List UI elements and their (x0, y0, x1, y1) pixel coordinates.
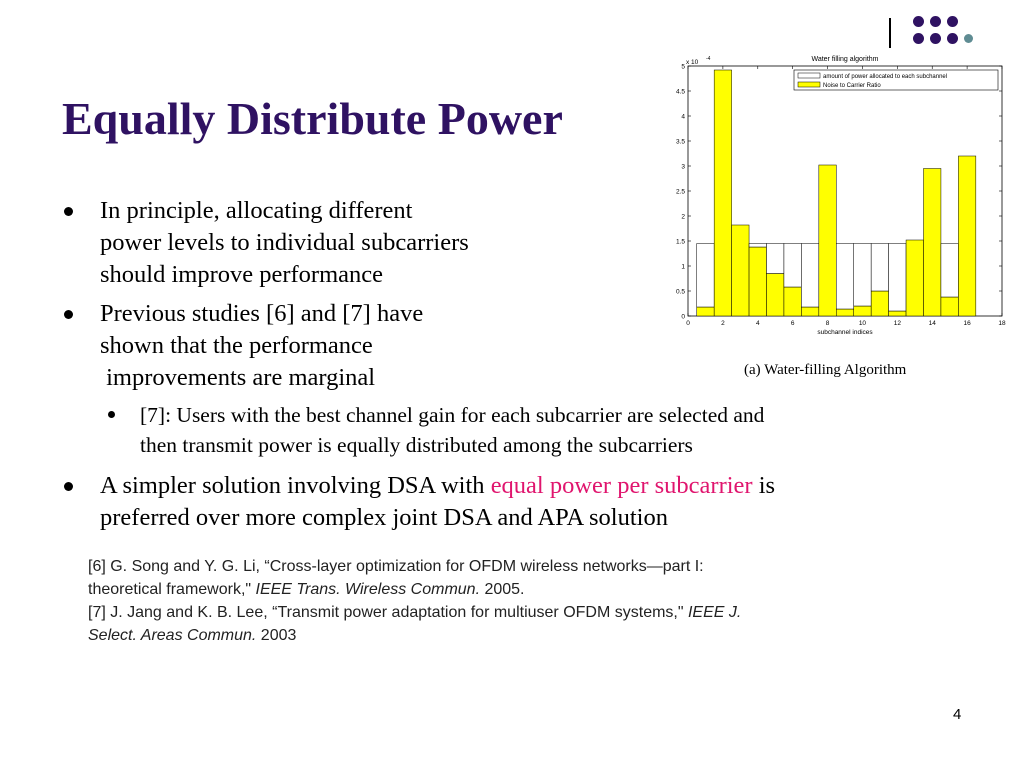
reference-text: theoretical framework," (88, 581, 256, 598)
ncr-bar (697, 307, 714, 316)
y-exponent-power: -4 (706, 56, 711, 62)
ncr-bar (801, 307, 818, 316)
ncr-bar (767, 274, 784, 317)
x-tick-label: 16 (963, 320, 971, 327)
decor-dot (913, 16, 924, 27)
bullet-text-line: shown that the performance (100, 332, 373, 359)
power-bar (871, 244, 888, 292)
ncr-bar (871, 291, 888, 316)
x-tick-label: 12 (893, 320, 901, 327)
sub-bullet (140, 400, 764, 460)
y-tick-label: 4 (681, 113, 685, 121)
y-tick-label: 5 (681, 63, 685, 71)
reference-7-line (88, 601, 741, 624)
power-bar (801, 244, 818, 308)
decor-dot (930, 33, 941, 44)
legend-label-power: amount of power allocated to each subchannel (823, 74, 948, 80)
x-tick-label: 18 (998, 320, 1006, 327)
power-bar (941, 244, 958, 298)
reference-year: 2005. (480, 581, 525, 598)
reference-7-line (88, 624, 741, 647)
bullet3-text-after: is (752, 472, 776, 499)
reference-6-line: [6] G. Song and Y. G. Li, “Cross-layer optimization for OFDM wireless networks—part I: (88, 558, 704, 575)
y-tick-label: 3 (681, 163, 685, 171)
water-filling-chart (660, 50, 1010, 355)
bullet-text-line: Previous studies [6] and [7] have (100, 300, 424, 327)
x-tick-label: 4 (755, 320, 760, 327)
ncr-bar (714, 70, 731, 316)
reference-text: [7] J. Jang and K. B. Lee, “Transmit power adaptation for multiuser OFDM systems," (88, 604, 688, 621)
reference-journal: IEEE J. (687, 604, 742, 621)
page-number: 4 (953, 706, 962, 723)
decor-dot (947, 16, 958, 27)
slide-title: Equally Distribute Power (62, 93, 563, 144)
reference-journal: IEEE Trans. Wireless Commun. (255, 581, 481, 598)
y-tick-label: 0.5 (675, 288, 685, 296)
figure-caption: (a) Water-filling Algorithm (744, 362, 907, 378)
power-bar (767, 244, 784, 274)
y-tick-label: 1.5 (675, 238, 685, 246)
x-tick-label: 2 (721, 320, 725, 327)
power-bar (889, 244, 906, 312)
reference-year: 2003 (256, 627, 297, 644)
power-bar (749, 244, 766, 248)
x-tick-label: 6 (790, 320, 795, 327)
bullet-dot-icon (64, 207, 73, 216)
power-bar (854, 244, 871, 307)
decor-dot (913, 33, 924, 44)
x-tick-label: 14 (928, 320, 936, 327)
ncr-bar (889, 311, 906, 316)
legend-swatch-ncr (798, 82, 820, 87)
bullet-text-line: preferred over more complex joint DSA and APA solution (100, 504, 668, 531)
decor-dot (964, 34, 973, 43)
bullet-text-line: improvements are marginal (100, 364, 376, 391)
bullet-dot-icon (64, 310, 73, 319)
decor-dot (930, 16, 941, 27)
bullet-dot-icon (64, 482, 73, 491)
bullet-text-line: power levels to individual subcarriers (100, 229, 469, 256)
header-divider (889, 18, 891, 48)
y-tick-label: 4.5 (675, 88, 685, 96)
y-tick-label: 0 (681, 313, 685, 321)
bullet-1 (100, 195, 469, 291)
y-tick-label: 1 (681, 263, 685, 271)
ncr-bar (906, 240, 923, 316)
bullet-3 (100, 470, 775, 534)
sub-bullet-dot-icon (108, 411, 115, 418)
bullet-2 (100, 298, 423, 394)
ncr-bar (854, 306, 871, 316)
bullet3-text-before: A simpler solution involving DSA with (100, 472, 491, 499)
y-exponent-label: x 10 (686, 59, 699, 66)
bullet-text-line: should improve performance (100, 261, 384, 288)
y-tick-label: 2.5 (675, 188, 685, 196)
x-tick-label: 10 (858, 320, 867, 327)
highlight-text: equal power per subcarrier (490, 472, 753, 499)
x-tick-label: 0 (686, 320, 690, 327)
y-tick-label: 3.5 (675, 138, 685, 146)
bullet-text-line: In principle, allocating different (100, 197, 413, 224)
sub-bullet-text-line: [7]: Users with the best channel gain for each subcarrier are selected and (140, 403, 765, 427)
reference-6-line (88, 578, 741, 601)
power-bar (836, 244, 853, 310)
sub-bullet-text-line: then transmit power is equally distributed among the subcarriers (140, 433, 693, 457)
decor-dot (947, 33, 958, 44)
ncr-bar (784, 287, 801, 316)
x-axis-label: subchannel indices (817, 329, 873, 336)
power-bar (784, 244, 801, 288)
ncr-bar (749, 247, 766, 316)
reference-journal: Select. Areas Commun. (88, 627, 257, 644)
x-tick-label: 8 (825, 320, 830, 327)
power-bar (697, 244, 714, 308)
legend-swatch-power (798, 73, 820, 78)
y-tick-label: 2 (681, 213, 685, 221)
chart-svg (660, 50, 1010, 350)
ncr-bar (924, 169, 941, 317)
ncr-bar (836, 309, 853, 316)
bullet-text-line (100, 470, 775, 502)
ncr-bar (958, 156, 975, 316)
ncr-bar (732, 225, 749, 316)
ncr-bar (819, 165, 836, 316)
references (88, 555, 741, 647)
chart-title: Water filling algorithm (811, 56, 879, 63)
ncr-bar (941, 297, 958, 316)
legend-label-ncr: Noise to Carrier Ratio (823, 83, 881, 89)
